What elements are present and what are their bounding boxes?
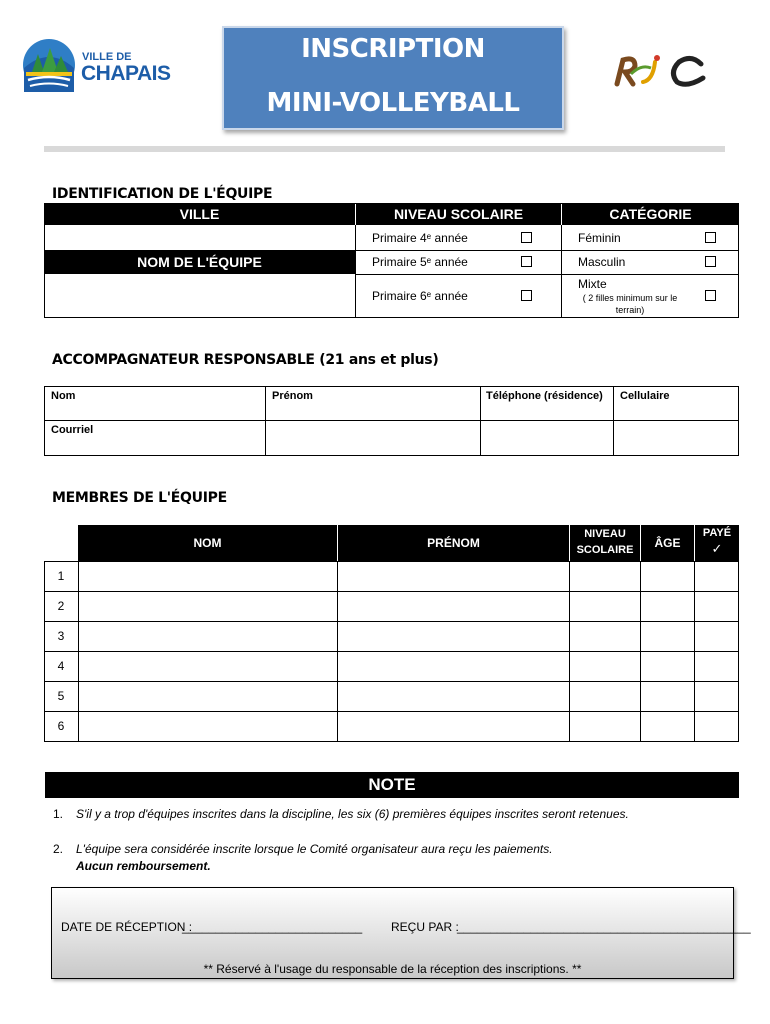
col-prenom-header: PRÉNOM	[427, 536, 480, 550]
acc-col-line-3	[613, 386, 614, 456]
col-niveau-header-1: NIVEAU	[584, 528, 626, 540]
acc-courriel-label: Courriel	[51, 424, 94, 436]
acc-row-line	[44, 420, 739, 421]
nom-equipe-header: NOM DE L'ÉQUIPE	[44, 251, 355, 274]
categorie-option-mixte: Mixte	[578, 277, 607, 291]
niveau-5-checkbox[interactable]	[521, 256, 532, 267]
acc-cellulaire-label: Cellulaire	[620, 390, 670, 402]
niveau-6-checkbox[interactable]	[521, 290, 532, 301]
id-divider-2	[561, 225, 562, 318]
masculin-checkbox[interactable]	[705, 256, 716, 267]
categorie-header: CATÉGORIE	[562, 203, 739, 225]
rjc-logo-icon	[611, 52, 711, 88]
membres-row-line-2	[44, 621, 739, 622]
id-divider-1	[355, 225, 356, 318]
accompagnateur-title: ACCOMPAGNATEUR RESPONSABLE (21 ans et plus)	[52, 352, 439, 368]
row-number-2: 2	[57, 599, 65, 613]
note-item-2-number: 2.	[53, 842, 64, 856]
membres-row-line-4	[44, 681, 739, 682]
title-line-2: MINI-VOLLEYBALL	[266, 88, 520, 118]
date-reception-blank[interactable]: ___________________________	[182, 920, 363, 934]
row-number-6: 6	[57, 719, 65, 733]
mixte-checkbox[interactable]	[705, 290, 716, 301]
row-number-3: 3	[57, 629, 65, 643]
id-row-line-1	[355, 250, 739, 251]
col-paye-header: PAYÉ	[702, 527, 732, 539]
acc-nom-label: Nom	[51, 390, 76, 402]
acc-col-line-2	[480, 386, 481, 456]
header-separator	[44, 146, 725, 152]
ville-header: VILLE	[44, 203, 355, 225]
reception-footer: ** Réservé à l'usage du responsable de la réception des inscriptions. **	[203, 962, 582, 976]
membres-row-line-5	[44, 711, 739, 712]
date-reception-label: DATE DE RÉCEPTION :	[61, 920, 193, 934]
logo-text-small: VILLE DE	[82, 51, 132, 63]
col-niveau-header-2: SCOLAIRE	[576, 544, 634, 556]
identification-title: IDENTIFICATION DE L'ÉQUIPE	[52, 186, 273, 202]
niveau-header: NIVEAU SCOLAIRE	[356, 203, 561, 225]
acc-col-line-1	[265, 386, 266, 456]
acc-prenom-label: Prénom	[272, 390, 313, 402]
membres-row-line-1	[44, 591, 739, 592]
chapais-logo	[22, 38, 182, 94]
logo-text-big: CHAPAIS	[81, 62, 171, 85]
note-item-2: L'équipe sera considérée inscrite lorsque le Comité organisateur aura reçu les paiements.	[76, 842, 553, 856]
niveau-option-4: Primaire 4ᵉ année	[372, 231, 468, 245]
categorie-option-feminin: Féminin	[578, 231, 621, 245]
niveau-4-checkbox[interactable]	[521, 232, 532, 243]
id-row-line-3	[44, 250, 355, 251]
acc-telephone-label: Téléphone (résidence)	[486, 390, 603, 402]
row-number-1: 1	[57, 569, 65, 583]
mixte-note: ( 2 filles minimum sur le terrain)	[582, 293, 678, 315]
note-item-1: S'il y a trop d'équipes inscrites dans la discipline, les six (6) premières équipes inscrites seront retenues.	[76, 807, 629, 821]
niveau-option-5: Primaire 5ᵉ année	[372, 255, 468, 269]
checkmark-icon: ✓	[711, 541, 723, 556]
recu-par-blank[interactable]: ____________________________________________	[457, 920, 751, 934]
note-item-1-number: 1.	[53, 807, 64, 821]
id-row-line-2	[355, 274, 739, 275]
note-item-2-bold: Aucun remboursement.	[76, 859, 211, 873]
ville-field[interactable]	[45, 226, 354, 250]
recu-par-label: REÇU PAR :	[391, 920, 459, 934]
reception-box	[51, 887, 751, 979]
categorie-option-masculin: Masculin	[578, 255, 626, 269]
chapais-emblem-icon	[22, 38, 76, 92]
row-number-4: 4	[57, 659, 65, 673]
membres-title: MEMBRES DE L'ÉQUIPE	[52, 490, 227, 506]
feminin-checkbox[interactable]	[705, 232, 716, 243]
membres-row-line-3	[44, 651, 739, 652]
niveau-option-6: Primaire 6ᵉ année	[372, 289, 468, 303]
rjc-logo	[611, 52, 711, 88]
title-line-1: INSCRIPTION	[301, 34, 485, 64]
row-number-5: 5	[57, 689, 65, 703]
col-age-header: ÂGE	[654, 536, 681, 550]
col-nom-header: NOM	[193, 536, 222, 550]
note-header: NOTE	[45, 772, 739, 798]
nom-equipe-field[interactable]	[45, 275, 354, 317]
title-box	[222, 26, 564, 130]
